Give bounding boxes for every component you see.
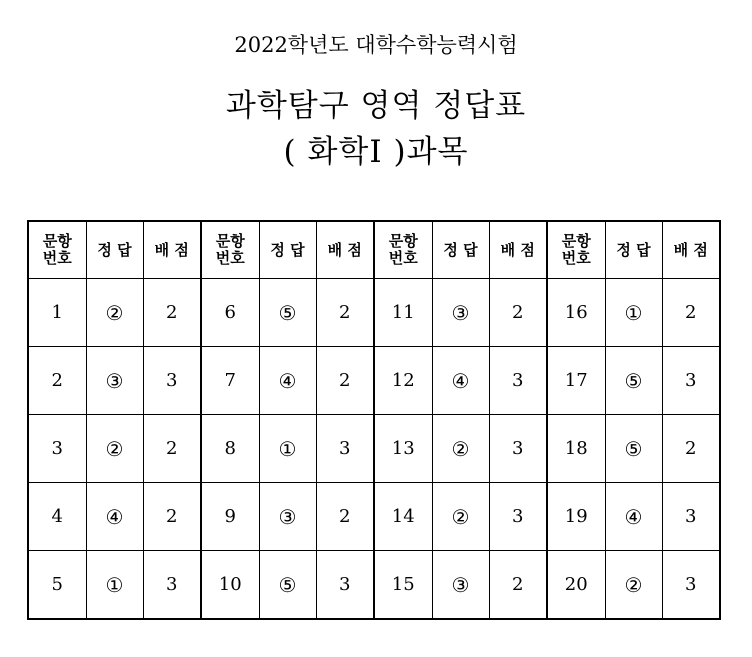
answer-cell: ② (86, 279, 143, 347)
table-row (28, 551, 720, 620)
course-title: ( 화학Ⅰ )과목 (283, 134, 469, 170)
table-row (28, 415, 720, 483)
points-cell: 2 (489, 551, 547, 620)
header-answer: 정 답 (259, 221, 316, 279)
points-cell: 3 (489, 347, 547, 415)
points-cell: 2 (143, 415, 201, 483)
points-cell: 3 (143, 347, 201, 415)
exam-year-title: 2022학년도 대학수학능력시험 (234, 33, 518, 57)
subject-area-title: 과학탐구 영역 정답표 (225, 88, 527, 124)
header-question-number-label: 문항 번호 (42, 232, 72, 267)
answer-cell: ⑤ (259, 279, 316, 347)
header-answer: 정 답 (86, 221, 143, 279)
header-question-number-label: 문항 번호 (388, 232, 418, 267)
question-number-cell: 7 (201, 347, 259, 415)
header-points: 배 점 (662, 221, 720, 279)
question-number-cell: 14 (374, 483, 432, 551)
points-cell: 3 (316, 551, 374, 620)
question-number-cell: 11 (374, 279, 432, 347)
question-number-cell: 20 (547, 551, 605, 620)
question-number-cell: 2 (28, 347, 86, 415)
answer-cell: ① (259, 415, 316, 483)
points-cell: 2 (143, 483, 201, 551)
points-cell: 2 (316, 347, 374, 415)
points-cell: 3 (662, 483, 720, 551)
answer-cell: ⑤ (605, 347, 662, 415)
answer-cell: ① (86, 551, 143, 620)
header-points: 배 점 (489, 221, 547, 279)
answer-cell: ② (432, 483, 489, 551)
points-cell: 2 (662, 279, 720, 347)
points-cell: 3 (316, 415, 374, 483)
answer-cell: ④ (432, 347, 489, 415)
header-question-number (28, 221, 86, 279)
answer-cell: ③ (432, 279, 489, 347)
question-number-cell: 18 (547, 415, 605, 483)
question-number-cell: 15 (374, 551, 432, 620)
table-row (28, 347, 720, 415)
points-cell: 3 (489, 483, 547, 551)
question-number-cell: 8 (201, 415, 259, 483)
answer-cell: ④ (605, 483, 662, 551)
question-number-cell: 12 (374, 347, 432, 415)
header-question-number (374, 221, 432, 279)
points-cell: 2 (489, 279, 547, 347)
header-question-number (201, 221, 259, 279)
points-cell: 2 (316, 279, 374, 347)
answer-key-table (27, 220, 721, 620)
answer-cell: ④ (259, 347, 316, 415)
answer-cell: ① (605, 279, 662, 347)
question-number-cell: 1 (28, 279, 86, 347)
question-number-cell: 17 (547, 347, 605, 415)
header-question-number (547, 221, 605, 279)
table-row (28, 279, 720, 347)
question-number-cell: 13 (374, 415, 432, 483)
answer-cell: ⑤ (259, 551, 316, 620)
question-number-cell: 3 (28, 415, 86, 483)
points-cell: 3 (662, 347, 720, 415)
question-number-cell: 10 (201, 551, 259, 620)
answer-cell: ② (605, 551, 662, 620)
question-number-cell: 16 (547, 279, 605, 347)
points-cell: 2 (662, 415, 720, 483)
points-cell: 3 (489, 415, 547, 483)
question-number-cell: 4 (28, 483, 86, 551)
header-answer: 정 답 (605, 221, 662, 279)
question-number-cell: 5 (28, 551, 86, 620)
header-question-number-label: 문항 번호 (215, 232, 245, 267)
points-cell: 2 (316, 483, 374, 551)
table-row (28, 483, 720, 551)
header-points: 배 점 (316, 221, 374, 279)
header-points: 배 점 (143, 221, 201, 279)
points-cell: 3 (143, 551, 201, 620)
answer-cell: ④ (86, 483, 143, 551)
answer-cell: ② (86, 415, 143, 483)
answer-cell: ② (432, 415, 489, 483)
header-answer: 정 답 (432, 221, 489, 279)
answer-cell: ③ (432, 551, 489, 620)
question-number-cell: 6 (201, 279, 259, 347)
points-cell: 3 (662, 551, 720, 620)
question-number-cell: 19 (547, 483, 605, 551)
points-cell: 2 (143, 279, 201, 347)
header-question-number-label: 문항 번호 (561, 232, 591, 267)
question-number-cell: 9 (201, 483, 259, 551)
table-body (28, 279, 720, 620)
table-header-row (28, 221, 720, 279)
answer-cell: ⑤ (605, 415, 662, 483)
answer-cell: ③ (259, 483, 316, 551)
answer-cell: ③ (86, 347, 143, 415)
